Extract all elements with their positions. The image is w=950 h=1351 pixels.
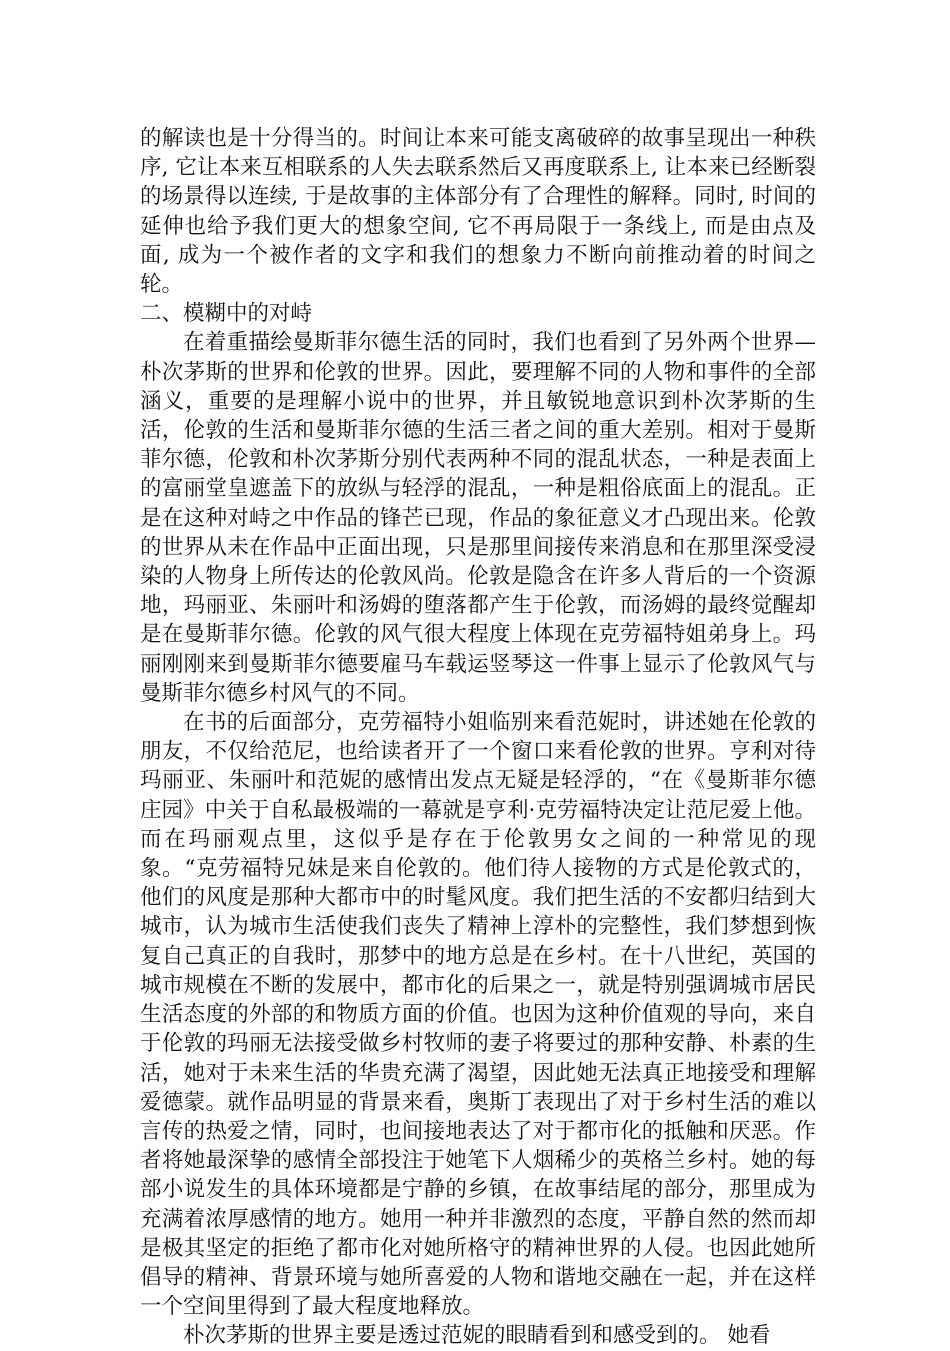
body-paragraph: 在书的后面部分，克劳福特小姐临别来看范妮时，讲述她在伦敦的朋友，不仅给范尼，也给读者开了一个窗口来看伦敦的世界。亨利对待玛丽亚、朱丽叶和范妮的感情出发点无疑是轻浮的，“在《曼斯菲尔德庄园》中关于自私最极端的一幕就是亨利·克劳福特决定让范尼爱上他。而在玛丽观点里，这似乎是存在于伦敦男女之间的一种常见的现象。“克劳福特兄妹是来自伦敦的。他们待人接物的方式是伦敦式的，他们的风度是那种大都市中的时髦风度。我们把生活的不安都归结到大城市，认为城市生活使我们丧失了精神上淳朴的完整性，我们梦想到恢复自己真正的自我时，那梦中的地方总是在乡村。在十八世纪，英国的城市规模在不断的发展中，都市化的后果之一，就是特别强调城市居民生活态度的外部的和物质方面的价值。也因为这种价值观的导向，来自于伦敦的玛丽无法接受做乡村牧师的妻子将要过的那种安静、朴素的生活，她对于未来生活的华贵充满了渴望，因此她无法真正地接受和理解爱德蒙。就作品明显的背景来看，奥斯丁表现出了对于乡村生活的难以言传的热爱之情，同时，也间接地表达了对于都市化的抵触和厌恶。作者将她最深挚的感情全部投注于她笔下人烟稀少的英格兰乡村。她的每部小说发生的具体环境都是宁静的乡镇，在故事结尾的部分，那里成为充满着浓厚感情的地方。她用一种并非激烈的态度，平静自然的然而却是极其坚定的拒绝了都市化对她所格守的精神世界的人侵。也因此她所倡导的精神、背景环境与她所喜爱的人物和谐地交融在一起，并在这样一个空间里得到了最大程度地释放。 xyxy=(140,710,816,1320)
section-heading: 二、模糊中的对峙 xyxy=(140,301,313,327)
body-paragraph: 在着重描绘曼斯菲尔德生活的同时，我们也看到了另外两个世界—朴次茅斯的世界和伦敦的世界。因此，要理解不同的人物和事件的全部涵义，重要的是理解小说中的世界，并且敏锐地意识到朴次茅斯的生活，伦敦的生活和曼斯菲尔德的生活三者之间的重大差别。相对于曼斯菲尔德，伦敦和朴次茅斯分别代表两种不同的混乱状态，一种是表面上的富丽堂皇遮盖下的放纵与轻浮的混乱，一种是粗俗底面上的混乱。正是在这种对峙之中作品的锋芒已现，作品的象征意义才凸现出来。伦敦的世界从未在作品中正面出现，只是那里间接传来消息和在那里深受浸染的人物身上所传达的伦敦风尚。伦敦是隐含在许多人背后的一个资源地，玛丽亚、朱丽叶和汤姆的堕落都产生于伦敦，而汤姆的最终觉醒却是在曼斯菲尔德。伦敦的风气很大程度上体现在克劳福特姐弟身上。玛丽刚刚来到曼斯菲尔德要雇马车载运竖琴这一件事上显示了伦敦风气与曼斯菲尔德乡村风气的不同。 xyxy=(140,330,816,706)
body-paragraph: 朴次茅斯的世界主要是透过范妮的眼睛看到和感受到的。 她看 xyxy=(183,1323,771,1349)
document-page xyxy=(140,124,816,1351)
body-paragraph: 的解读也是十分得当的。时间让本来可能支离破碎的故事呈现出一种秩序, 它让本来互相联系的人失去联系然后又再度联系上, 让本来已经断裂的场景得以连续, 于是故事的主体部分有了合理性的解释。同时, 时间的延伸也给予我们更大的想象空间, 它不再局限于一条线上, 而是由点及面, 成为一个被作者的文字和我们的想象力不断向前推动着的时间之轮。 xyxy=(140,126,816,298)
